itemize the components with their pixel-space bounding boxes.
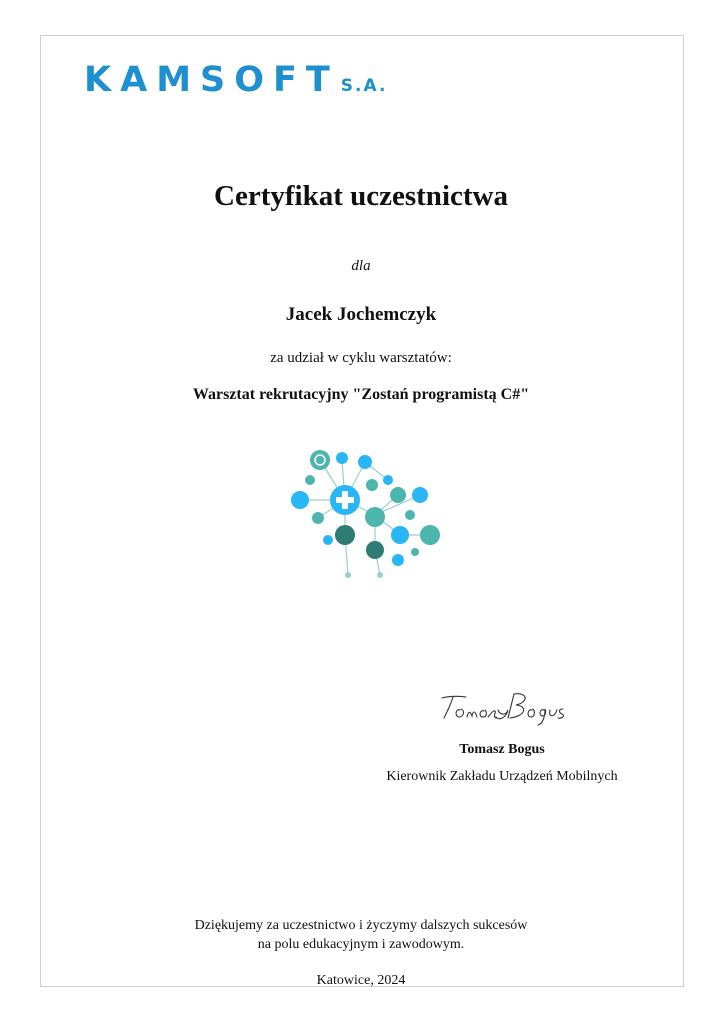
recipient-name: Jacek Jochemczyk	[285, 304, 437, 325]
logo-suffix: S.A.	[340, 76, 388, 96]
participation-text: za udział w cyklu warsztatów:	[270, 350, 452, 366]
thanks-line-2: na polu edukacyjnym i zawodowym.	[257, 937, 465, 952]
signer-role: Kierownik Zakładu Urządzeń Mobilnych	[386, 769, 618, 784]
handwritten-signature	[436, 688, 566, 728]
medical-tech-tree-icon	[280, 440, 450, 580]
company-logo	[84, 60, 387, 100]
logo-main: KAMSOFT	[84, 60, 339, 100]
signer-name: Tomasz Bogus	[459, 742, 545, 757]
certificate-title: Certyfikat uczestnictwa	[214, 180, 508, 212]
workshop-name: Warsztat rekrutacyjny "Zostań programistą C#"	[192, 386, 530, 403]
for-label: dla	[351, 258, 371, 274]
place-date: Katowice, 2024	[316, 973, 406, 988]
thanks-line-1: Dziękujemy za uczestnictwo i życzymy dalszych sukcesów	[194, 918, 528, 933]
